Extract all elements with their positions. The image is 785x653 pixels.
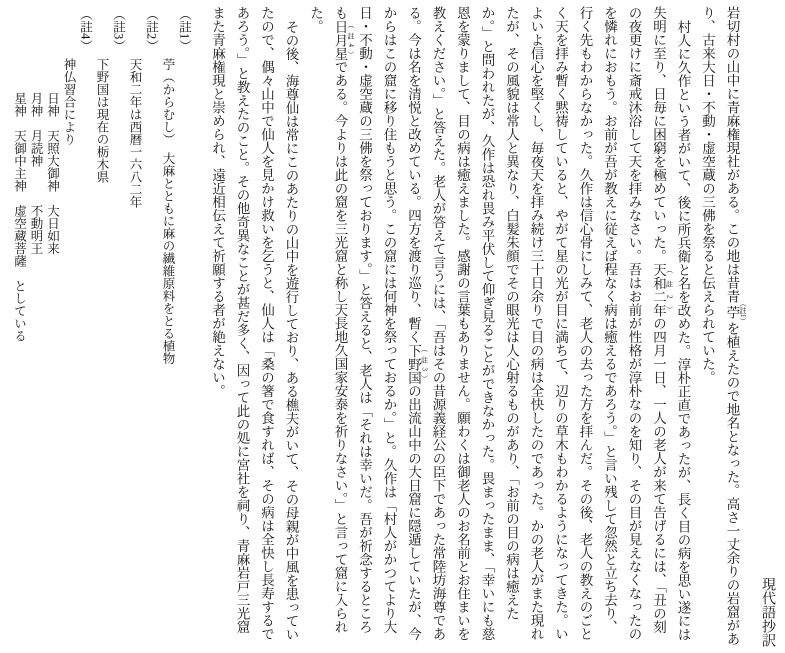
page-title: 現代語抄訳 — [760, 577, 775, 647]
paragraph: 岩切村の山中に青麻権現社がある。この地は昔青苧 （註1）を植えたので地名となった。高さ一丈余りの岩窟があり、古来大日・不動・虚空蔵の三佛を祭ると伝えられていた。 — [700, 6, 747, 646]
notes-section — [11, 6, 193, 647]
note-deity-row: 日神 天照大御神 大日如来 — [45, 92, 60, 255]
note — [127, 6, 160, 647]
note-label: （註2） — [144, 8, 159, 52]
note-reference: 天和二年 （註2） — [651, 262, 674, 317]
note-reference-label: （註3） — [420, 343, 429, 384]
note-label: （註3） — [111, 8, 126, 52]
paragraph: 村人に久作という者がいて、後に所兵衛と名を改めた。淳朴正直であったが、長く目の病を思い遂には失明に至り、日毎に困窮を極めていった。天和二年 （註2）の四月一日、一人の老人が来て告げるには、「丑の刻の夜更けに斎戒沐浴して天を拝みなさい。吾はお前が性格が淳朴なのを知り、その目が見えなくなったのを憐れにおもう。お前が吾が教えに従えば程なく病は癒えるであろう。」と言い残して忽然と立ち去り、行く先もわからなかった。久作は信心骨にしみて、老人の去った方を拝んだ。その後、老人の教えのごとく天を拝み暫く黙祷していると、やがて星の光が目に満ちて、辺りの草木もわかるようになってきた。いよいよ信心を堅くし、毎夜天を拝み続け三十日余りで目の病は全快したのであった。かの老人がまた現れたが、その風貌は常人と異なり、白髪朱顔でその眼光は人心射るものがあり、「お前の目の病は癒えたか。」と問われたが、久作は恐れ畏み平伏して仰ぎ見ることができなかった。畏まったまま、「幸いにも慈恩を蒙りまして、目の病は癒えました。感謝の言葉もありません。願わくは御老人のお名前とお住まいを教えください。」と答えた。老人が答えて言うには、「吾はその昔源義経公の臣下であった常陸坊海尊である。今は名を清悦と改めている。四方を渡り巡り、暫く下野国 （註3）の出流山中の大日窟に隠遁していたが、今からはこの窟に移り住もうと思う。この窟には何神を祭っておるか。」と。久作は「村人がかつてより大日・不動・虚空蔵の三佛を祭っております。」と答えると、老人は「それは幸いだ。吾が祈念するところも日月星 （註4）である。今よりは此の窟を三光窟と称し天長地久国家安泰を祈りなさい。」と言って窟に入られた。 — [308, 6, 691, 641]
note-reference: 苧 （註1） — [724, 300, 747, 325]
note — [11, 6, 94, 647]
note-text: 神仏習合により — [62, 58, 76, 146]
note-text: 天和二年は西暦一六八二年 — [128, 58, 142, 208]
note-text: 下野国は現在の栃木県 — [95, 58, 109, 183]
note-text: 苧（からむし） 大麻とともに麻の繊維原料をとる植物 — [161, 58, 175, 365]
note-reference-label: （註1） — [739, 300, 747, 325]
note-reference: 日月星 （註4） — [332, 19, 355, 60]
note — [160, 6, 193, 647]
note-reference-label: （註2） — [665, 262, 674, 317]
note — [94, 6, 127, 647]
note-deity-row: 月神 月読神 不動明王 — [29, 92, 43, 255]
note-reference: 下野国 （註3） — [406, 343, 429, 384]
note-label: （註4） — [78, 8, 93, 52]
note-reference-label: （註4） — [347, 19, 355, 60]
note-label: （註1） — [177, 8, 192, 52]
body-text — [205, 6, 748, 647]
paragraph: その後、海尊仙は常にこのあたりの山中を遊行しており、ある樵夫がいて、その母親が中風を患っていたので、偶々山中で仙人を見かけ救いを乞うと、仙人は「桑の箸で食すれば、その病は全快し長寿するであろう。」と教えたのこと。その他奇異なことが甚だ多く、因って此の処に宮社を祠り、青麻岩戸三光窟また青麻権現と崇められ、遠近相伝えて祈願する者が絶えない。 — [210, 6, 299, 641]
note-deity-row: 星神 天御中主神 虚空蔵菩薩 としている — [12, 92, 27, 342]
